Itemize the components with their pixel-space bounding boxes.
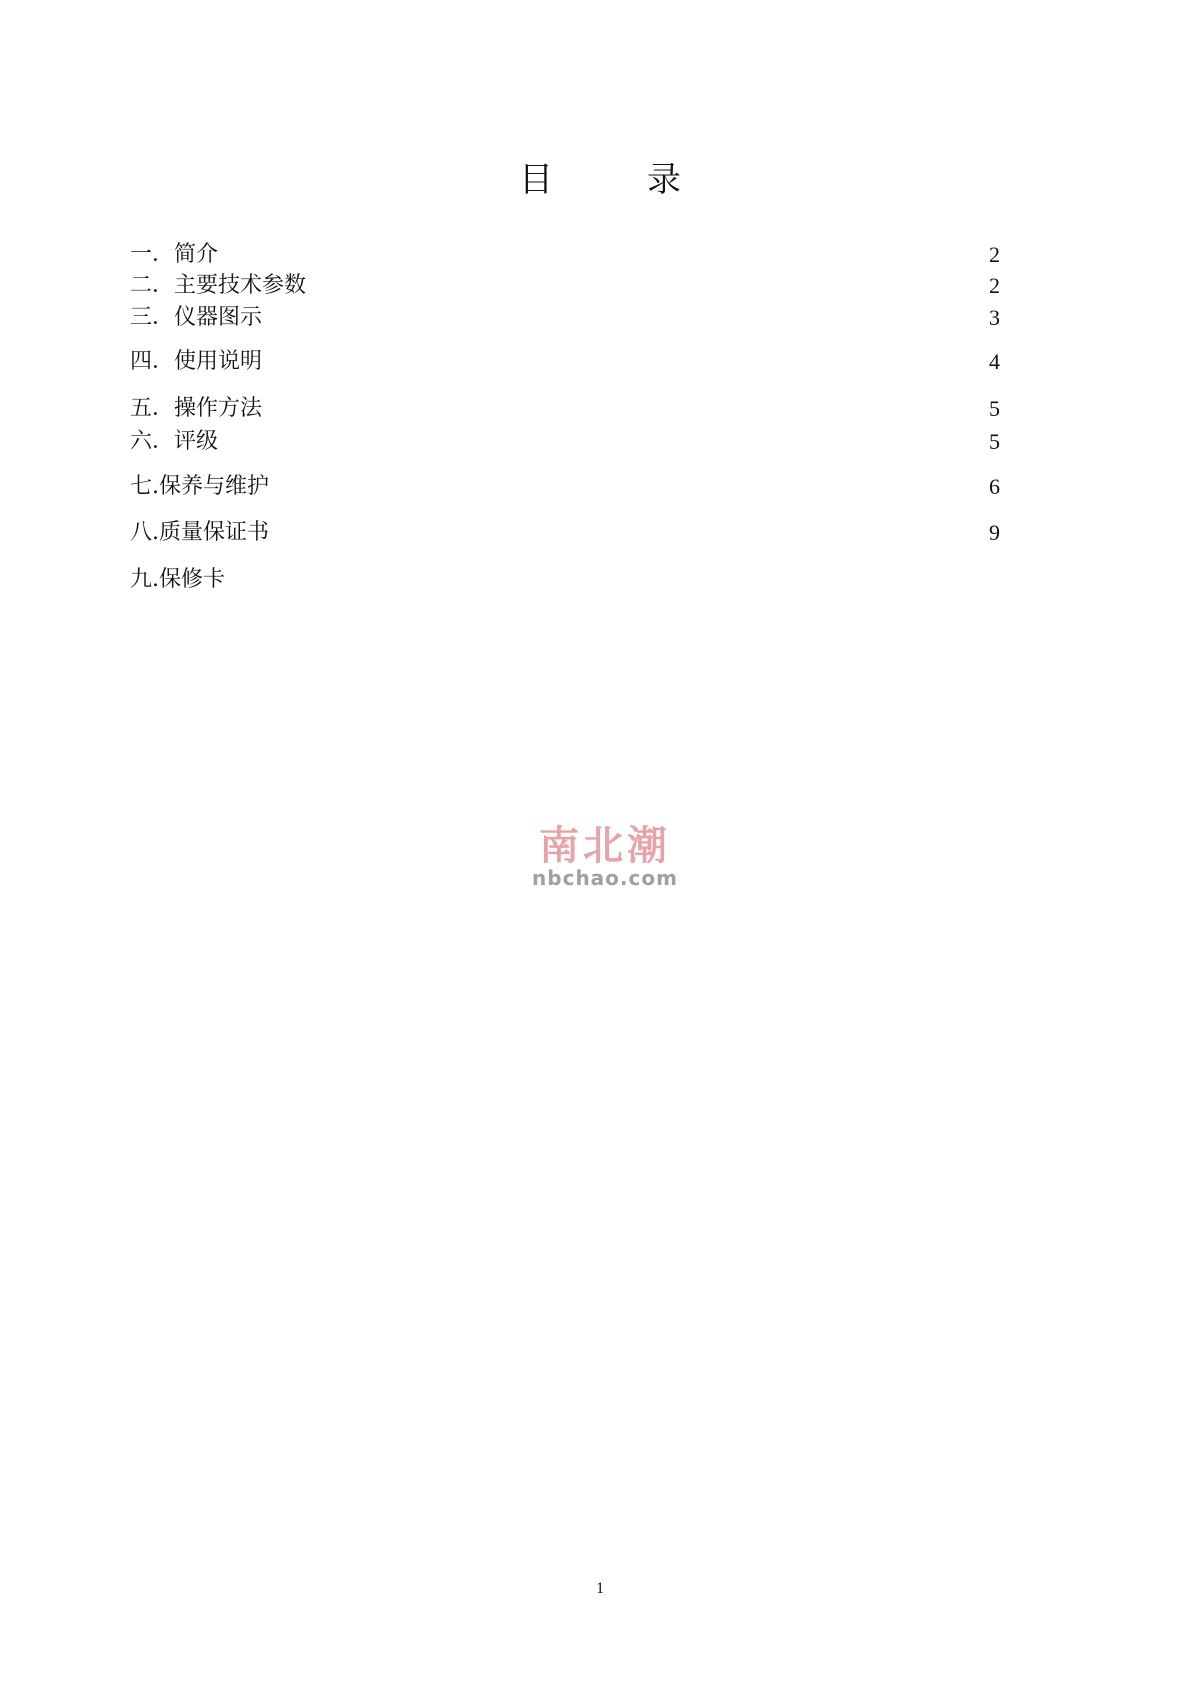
toc-entry-page: 4	[989, 349, 1000, 374]
toc-entry[interactable]	[130, 472, 1000, 502]
page-number: 1	[596, 1580, 604, 1597]
toc-entry[interactable]	[130, 394, 1000, 424]
toc-entry-page: 2	[989, 242, 1000, 267]
watermark-cn-text: 南北潮	[539, 823, 671, 869]
toc-title: 目 录	[519, 160, 711, 200]
toc-entry-label: 五．操作方法	[130, 396, 263, 421]
toc-entry-page: 6	[989, 474, 1000, 499]
toc-entry-page: 5	[989, 429, 1000, 454]
toc-entry-label: 八.质量保证书	[130, 520, 269, 545]
toc-entry[interactable]	[130, 240, 1000, 270]
toc-entry[interactable]	[130, 303, 1000, 333]
watermark-svg	[520, 815, 690, 895]
toc-entry-label: 七.保养与维护	[130, 474, 269, 499]
toc-entry-label: 四．使用说明	[130, 349, 263, 374]
toc-entry[interactable]	[130, 271, 1000, 301]
watermark-logo	[520, 815, 690, 895]
toc-entry[interactable]	[130, 565, 1000, 595]
toc-entry-label: 九.保修卡	[130, 567, 225, 592]
toc-entry[interactable]	[130, 347, 1000, 377]
toc-entry-label: 三．仪器图示	[130, 305, 263, 330]
toc-entry-label: 二．主要技术参数	[130, 273, 307, 298]
toc-entry[interactable]	[130, 518, 1000, 548]
toc-entry-label: 六．评级	[130, 429, 219, 454]
toc-entry-page: 9	[989, 520, 1000, 545]
toc-entry-page: 3	[989, 305, 1000, 330]
toc-entry[interactable]	[130, 427, 1000, 457]
toc-entry-page: 5	[989, 396, 1000, 421]
toc-entry-label: 一．简介	[130, 242, 219, 267]
watermark-url-text: nbchao.com	[532, 866, 678, 890]
toc-entry-page: 2	[989, 273, 1000, 298]
